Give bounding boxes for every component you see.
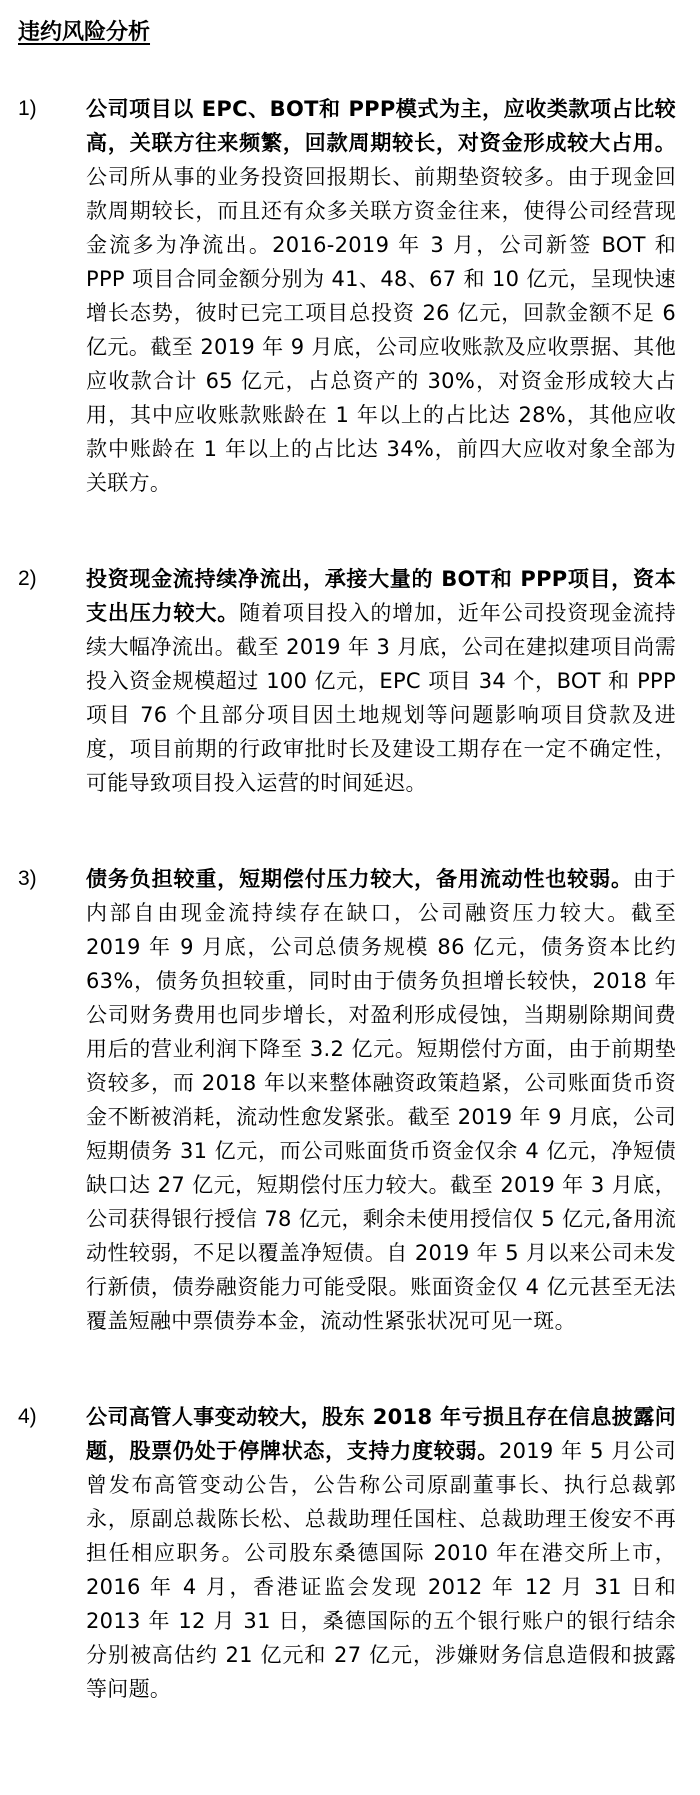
list-item-lead: 投资现金流持续净流出，承接大量的 BOT和 PPP项目，资本支出压力较大。 [86,567,676,625]
list-item-lead: 债务负担较重，短期偿付压力较大，备用流动性也较弱。 [86,867,633,891]
list-item-lead: 公司高管人事变动较大，股东 2018 年亏损且存在信息披露问题，股票仍处于停牌状态，支持力度较弱。 [86,1405,676,1463]
list-item-body: 随着项目投入的增加，近年公司投资现金流持续大幅净流出。截至 2019 年 3 月底，公司在建拟建项目尚需投入资金规模超过 100 亿元，EPC 项目 34 个，BOT 和 PPP 项目 76 个且部分项目因土地规划等问题影响项目贷款及进度，项目前期的行政审批时长及建设工期存在一定不确定性，可能导致项目投入运营的时间延迟。 [86,601,676,795]
list-item-text [86,562,676,800]
list-item [18,92,676,500]
list-item-text [86,862,676,1338]
list-item-body: 公司所从事的业务投资回报期长、前期垫资较多。由于现金回款周期较长，而且还有众多关联方资金往来，使得公司经营现金流多为净流出。2016-2019 年 3 月，公司新签 BOT 和 PPP 项目合同金额分别为 41、48、67 和 10 亿元，呈现快速增长态势，彼时已完工项目总投资 26 亿元，回款金额不足 6 亿元。截至 2019 年 9 月底，公司应收账款及应收票据、其他应收款合计 65 亿元，占总资产的 30%，对资金形成较大占用，其中应收账款账龄在 1 年以上的占比达 28%，其他应收款中账龄在 1 年以上的占比达 34%，前四大应收对象全部为关联方。 [86,165,676,495]
list-item [18,862,676,1338]
list-item-lead: 公司项目以 EPC、BOT和 PPP模式为主，应收类款项占比较高，关联方往来频繁，回款周期较长，对资金形成较大占用。 [86,97,676,155]
list-item-number: 2) [18,567,37,590]
list-item [18,562,676,800]
list-item-text [86,1400,676,1706]
list-item-number: 3) [18,867,37,890]
list-item-body: 2019 年 5 月公司曾发布高管变动公告，公告称公司原副董事长、执行总裁郭永，原副总裁陈长松、总裁助理任国柱、总裁助理王俊安不再担任相应职务。公司股东桑德国际 2010 年在港交所上市，2016 年 4 月，香港证监会发现 2012 年 12 月 31 日和 2013 年 12 月 31 日，桑德国际的五个银行账户的银行结余分别被高估约 21 亿元和 27 亿元，涉嫌财务信息造假和披露等问题。 [86,1439,676,1701]
list-item [18,1400,676,1706]
list-item-number: 4) [18,1405,37,1428]
list-item-text [86,92,676,500]
list-item-body: 由于内部自由现金流持续存在缺口，公司融资压力较大。截至 2019 年 9 月底，公司总债务规模 86 亿元，债务资本比约 63%，债务负担较重，同时由于债务负担增长较快，2018 年公司财务费用也同步增长，对盈利形成侵蚀，当期剔除期间费用后的营业利润下降至 3.2 亿元。短期偿付方面，由于前期垫资较多，而 2018 年以来整体融资政策趋紧，公司账面货币资金不断被消耗，流动性愈发紧张。截至 2019 年 9 月底，公司短期债务 31 亿元，而公司账面货币资金仅余 4 亿元，净短债缺口达 27 亿元，短期偿付压力较大。截至 2019 年 3 月底，公司获得银行授信 78 亿元，剩余未使用授信仅 5 亿元,备用流动性较弱，不足以覆盖净短债。自 2019 年 5 月以来公司未发行新债，债券融资能力可能受限。账面资金仅 4 亿元甚至无法覆盖短融中票债券本金，流动性紧张状况可见一斑。 [86,867,677,1333]
list-item-number: 1) [18,97,37,120]
section-heading: 违约风险分析 [18,20,151,45]
